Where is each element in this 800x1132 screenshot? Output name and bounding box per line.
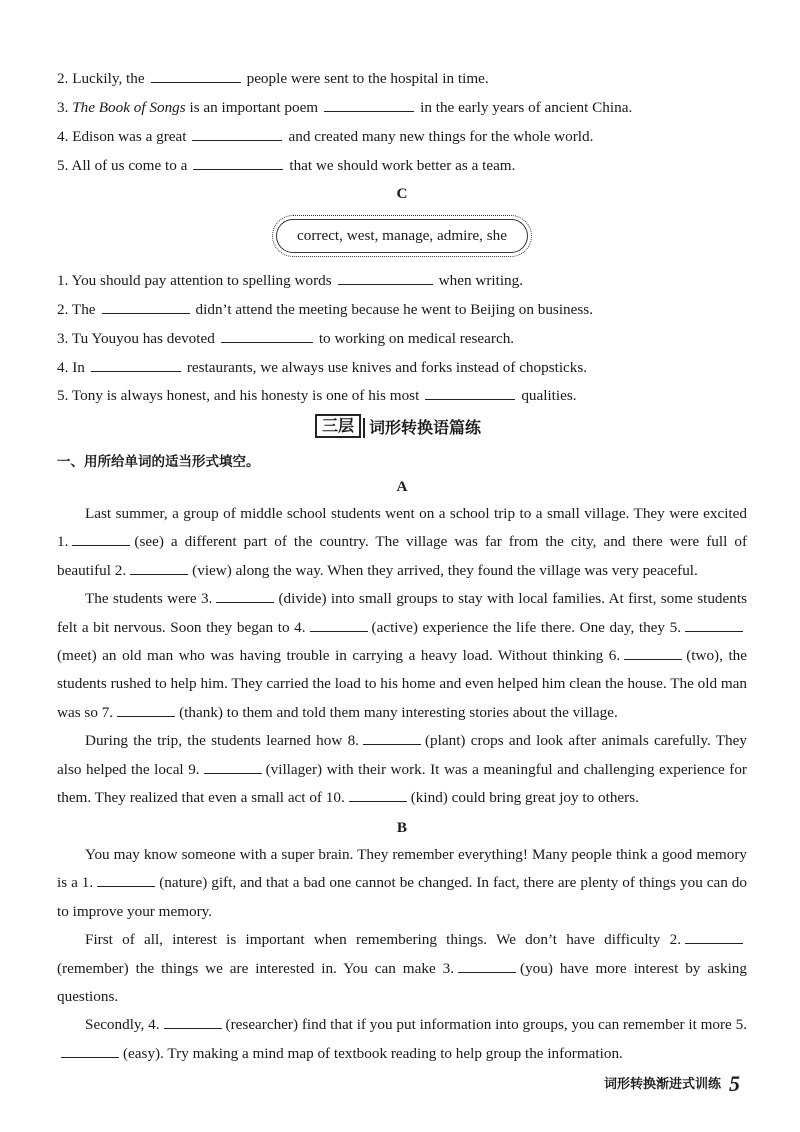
answer-blank[interactable] — [624, 645, 682, 660]
answer-blank[interactable] — [91, 357, 181, 372]
exercise-item: 5. Tony is always honest, and his honesty is one of his most qualities. — [57, 387, 577, 404]
footer-title: 词形转换渐进式训练 — [603, 1077, 721, 1092]
answer-blank[interactable] — [363, 730, 421, 745]
section-heading — [315, 414, 481, 438]
answer-blank[interactable] — [130, 560, 188, 575]
answer-blank[interactable] — [338, 270, 433, 285]
answer-blank[interactable] — [458, 958, 516, 973]
answer-blank[interactable] — [61, 1043, 119, 1058]
word-bank-text: correct, west, manage, admire, she — [297, 227, 507, 244]
section-label-c: C — [396, 185, 408, 202]
passage-a — [57, 500, 747, 812]
paragraph: First of all, interest is important when remembering things. We don’t have difficulty 2.(remember) the things we are interested in. You can make 3. (you) have more interest by asking questions. — [57, 931, 747, 1006]
paragraph: During the trip, the students learned how 8. (plant) crops and look after animals carefully. They also helped the local 9. (villager) with their work. It was a meaningful and challenging experience for them. They realized that even a small act of 10. (kind) could bring great joy to others. — [57, 732, 747, 807]
answer-blank[interactable] — [685, 929, 743, 944]
exercise-item: 4. In restaurants, we always use knives and forks instead of chopsticks. — [57, 359, 588, 376]
paragraph: The students were 3. (divide) into small groups to stay with local families. At first, some students felt a bit nervous. Soon they began to 4. (active) experience the life there. One day, they 5.(meet) an old man who was having trouble in carrying a heavy load. Without thinking 6. (two), the students rushed to help him. They carried the load to his home and even helped him clean the house. The old man was so 7. (thank) to them and told them many interesting stories about the village. — [57, 590, 748, 721]
section-label-a: A — [396, 478, 408, 495]
answer-blank[interactable] — [310, 617, 368, 632]
page-number: 5 — [729, 1071, 740, 1096]
paragraph: Secondly, 4. (researcher) find that if you put information into groups, you can remember it more 5.(easy). Try making a mind map of textbook reading to help group the information. — [57, 1011, 747, 1068]
answer-blank[interactable] — [151, 68, 241, 83]
exercise-item: 5. All of us come to a that we should work better as a team. — [57, 157, 516, 174]
word-bank — [272, 215, 532, 257]
answer-blank[interactable] — [216, 588, 274, 603]
answer-blank[interactable] — [193, 155, 283, 170]
answer-blank[interactable] — [425, 385, 515, 400]
answer-blank[interactable] — [192, 126, 282, 141]
passage-b — [57, 841, 747, 1068]
answer-blank[interactable] — [97, 872, 155, 887]
section-label-b: B — [396, 819, 408, 836]
section-title: 词形转换语篇练 — [369, 417, 482, 437]
answer-blank[interactable] — [204, 759, 262, 774]
exercise-item: 2. The didn’t attend the meeting because he went to Beijing on business. — [57, 301, 594, 318]
instruction: 一、用所给单词的适当形式填空。 — [57, 454, 260, 470]
answer-blank[interactable] — [164, 1014, 222, 1029]
answer-blank[interactable] — [685, 617, 743, 632]
page-footer — [604, 1071, 740, 1097]
paragraph: You may know someone with a super brain. They remember everything! Many people think a good memory is a 1. (nature) gift, and that a bad one cannot be changed. In fact, there are plenty of things you can do to improve your memory. — [57, 846, 747, 920]
answer-blank[interactable] — [324, 97, 414, 112]
answer-blank[interactable] — [102, 299, 190, 314]
exercise-item: 4. Edison was a great and created many new things for the whole world. — [57, 128, 594, 145]
exercise-item: 1. You should pay attention to spelling words when writing. — [57, 272, 524, 289]
paragraph: Last summer, a group of middle school students went on a school trip to a small village. They were excited 1. (see) a different part of the country. The village was far from the city, and there were full of beautiful 2. (view) along the way. When they arrived, they found the village was very peaceful. — [57, 505, 747, 579]
layer-badge: 三层 — [315, 414, 361, 438]
exercise-item: 3. The Book of Songs is an important poem in the early years of ancient China. — [57, 99, 633, 116]
answer-blank[interactable] — [221, 328, 313, 343]
exercise-item: 3. Tu Youyou has devoted to working on medical research. — [57, 330, 515, 347]
answer-blank[interactable] — [72, 531, 130, 546]
answer-blank[interactable] — [349, 787, 407, 802]
answer-blank[interactable] — [117, 702, 175, 717]
exercise-item: 2. Luckily, the people were sent to the hospital in time. — [57, 70, 489, 87]
